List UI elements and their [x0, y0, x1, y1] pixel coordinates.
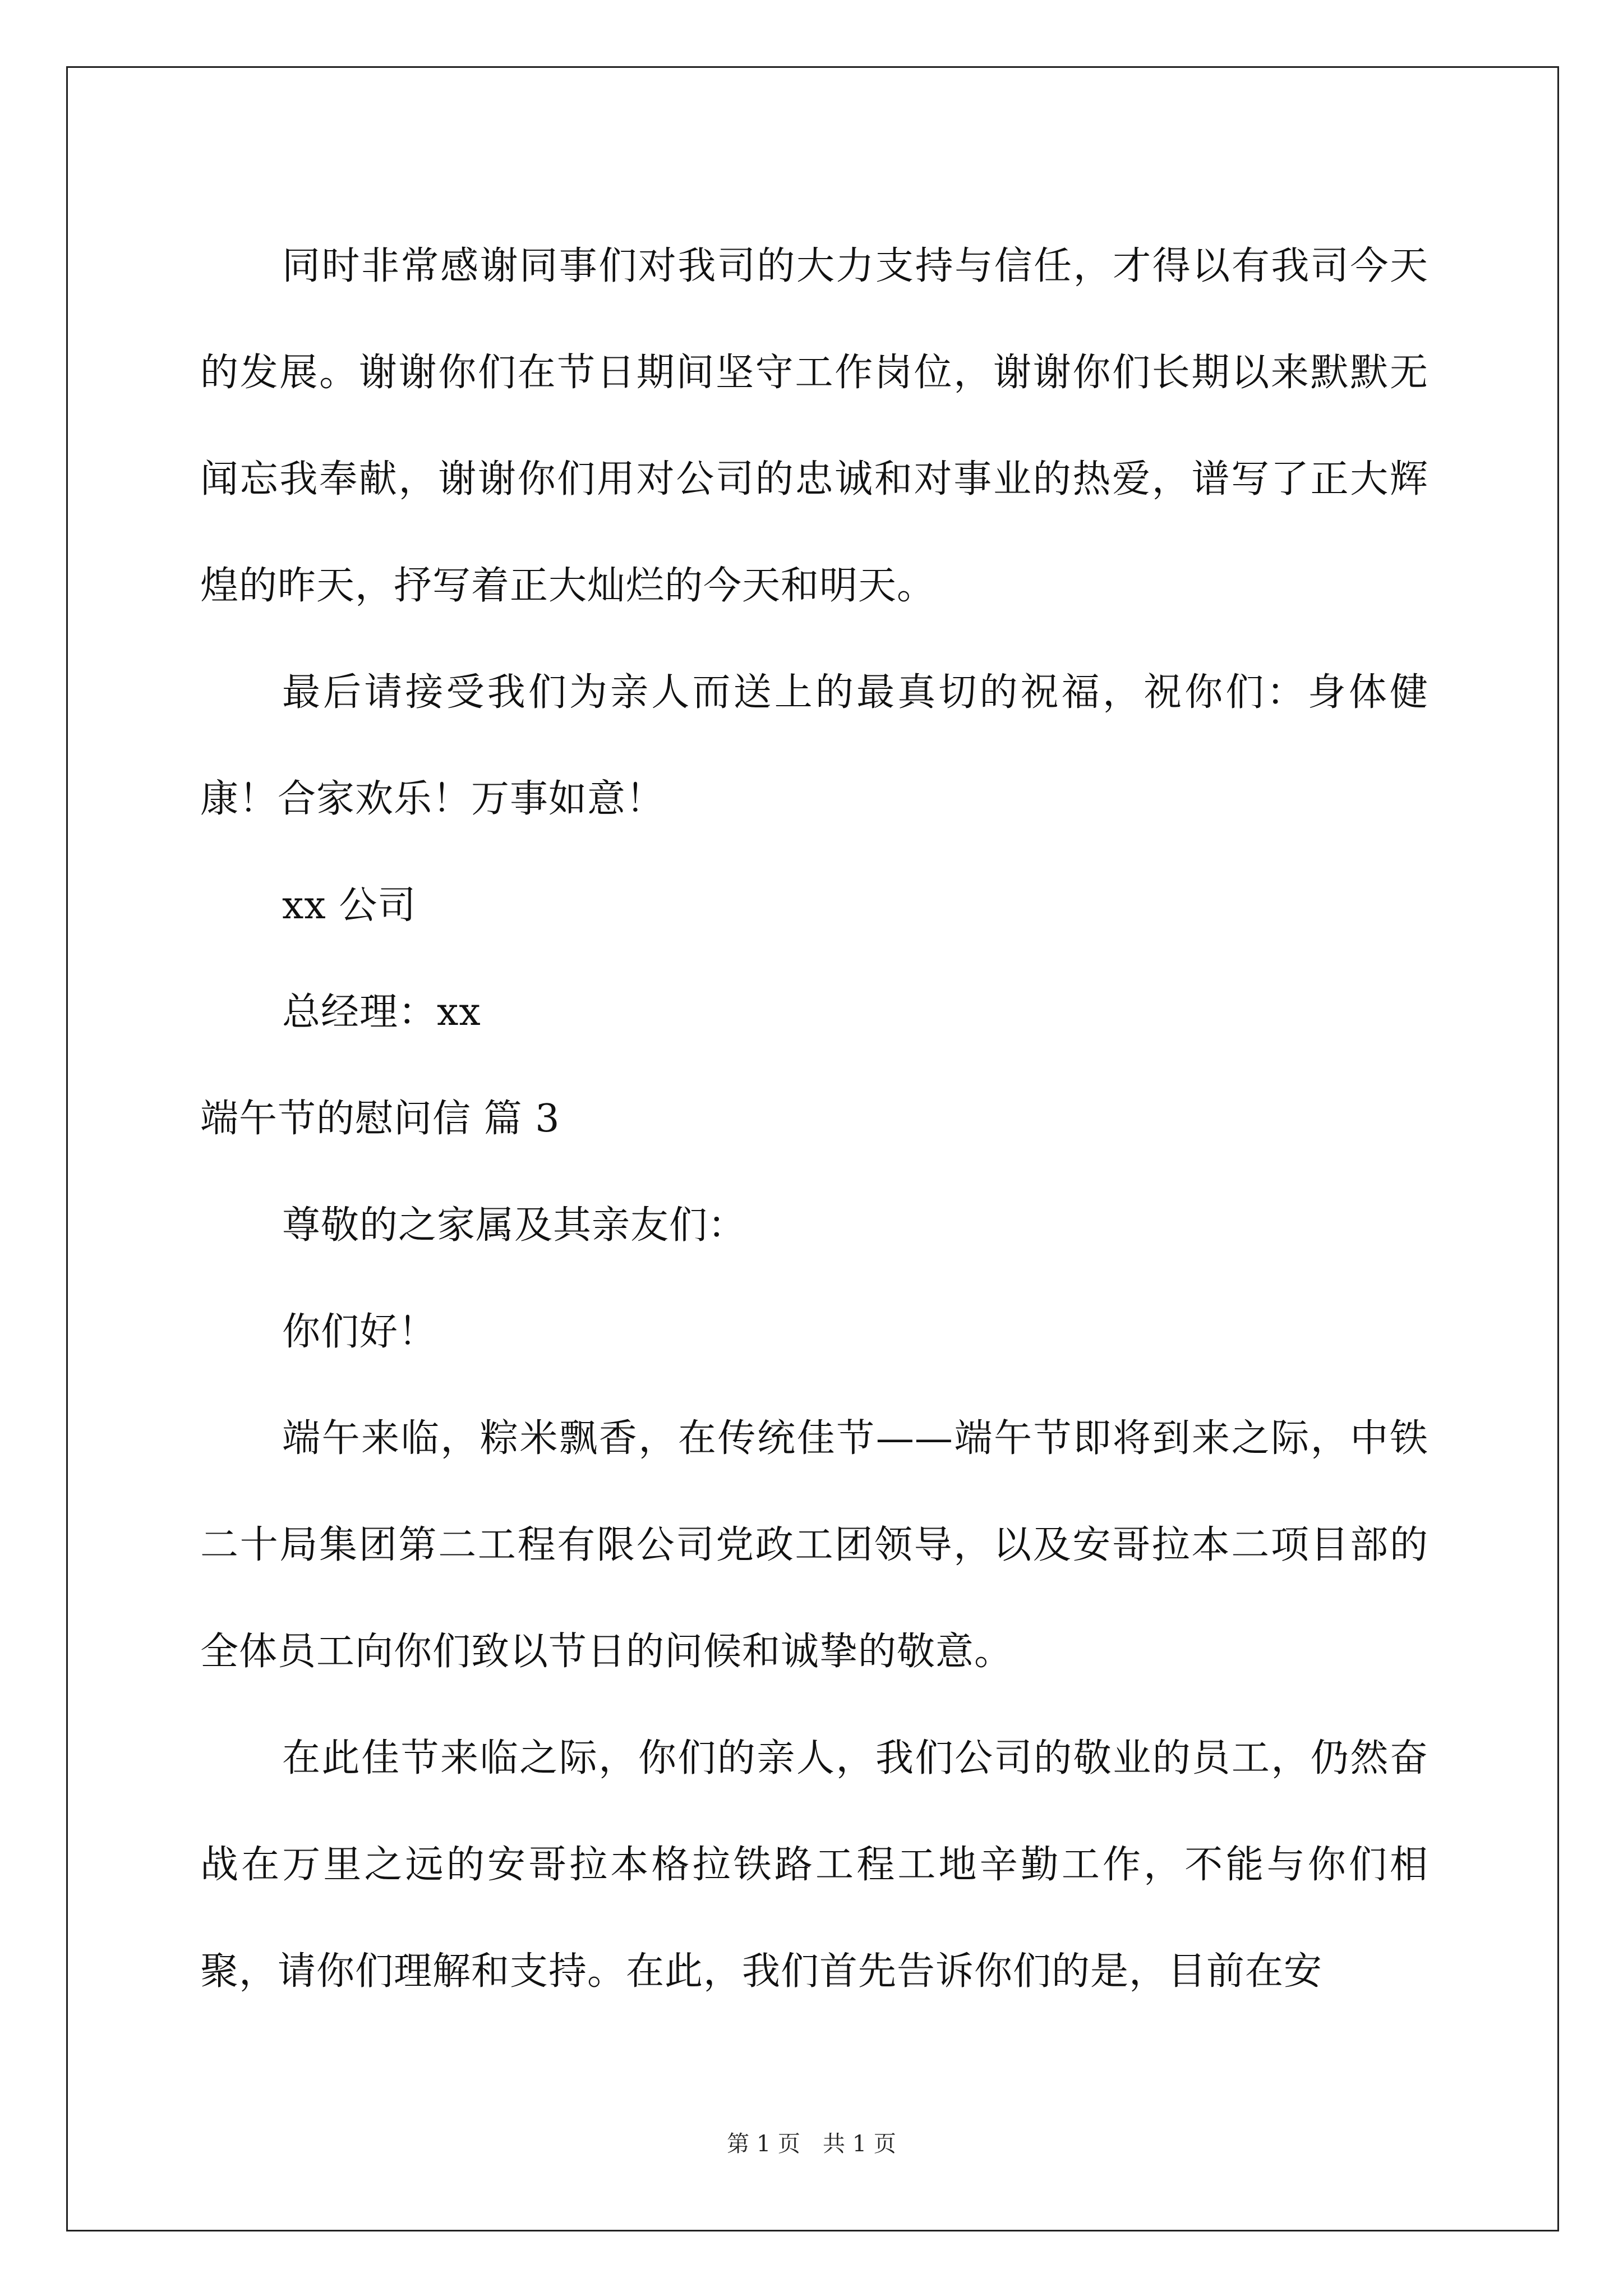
document-body — [200, 213, 1428, 2025]
paragraph-work: 在此佳节来临之际，你们的亲人，我们公司的敬业的员工，仍然奋战在万里之远的安哥拉本格拉铁路工程工地辛勤工作，不能与你们相聚，请你们理解和支持。在此，我们首先告诉你们的是，目前在安 — [200, 1736, 1428, 1994]
salutation: 尊敬的之家属及其亲友们： — [282, 1203, 747, 1248]
paragraph-blessing: 最后请接受我们为亲人而送上的最真切的祝福，祝你们：身体健康！合家欢乐！万事如意！ — [200, 670, 1428, 821]
signature-company: xx 公司 — [282, 884, 417, 928]
signature-manager: 总经理：xx — [282, 990, 481, 1034]
paragraph-festival: 端午来临，粽米飘香，在传统佳节——端午节即将到来之际，中铁二十局集团第二工程有限公司党政工团领导，以及安哥拉本二项目部的全体员工向你们致以节日的问候和诚挚的敬意。 — [200, 1416, 1428, 1674]
section-heading: 端午节的慰问信 篇 3 — [200, 1097, 560, 1141]
paragraph-thanks: 同时非常感谢同事们对我司的大力支持与信任，才得以有我司今天的发展。谢谢你们在节日期间坚守工作岗位，谢谢你们长期以来默默无闻忘我奉献，谢谢你们用对公司的忠诚和对事业的热爱，谱写了正大辉煌的昨天，抒写着正大灿烂的今天和明天。 — [200, 244, 1428, 608]
page-number-footer: 第 1 页 共 1 页 — [727, 2131, 896, 2157]
greeting: 你们好！ — [282, 1310, 437, 1354]
